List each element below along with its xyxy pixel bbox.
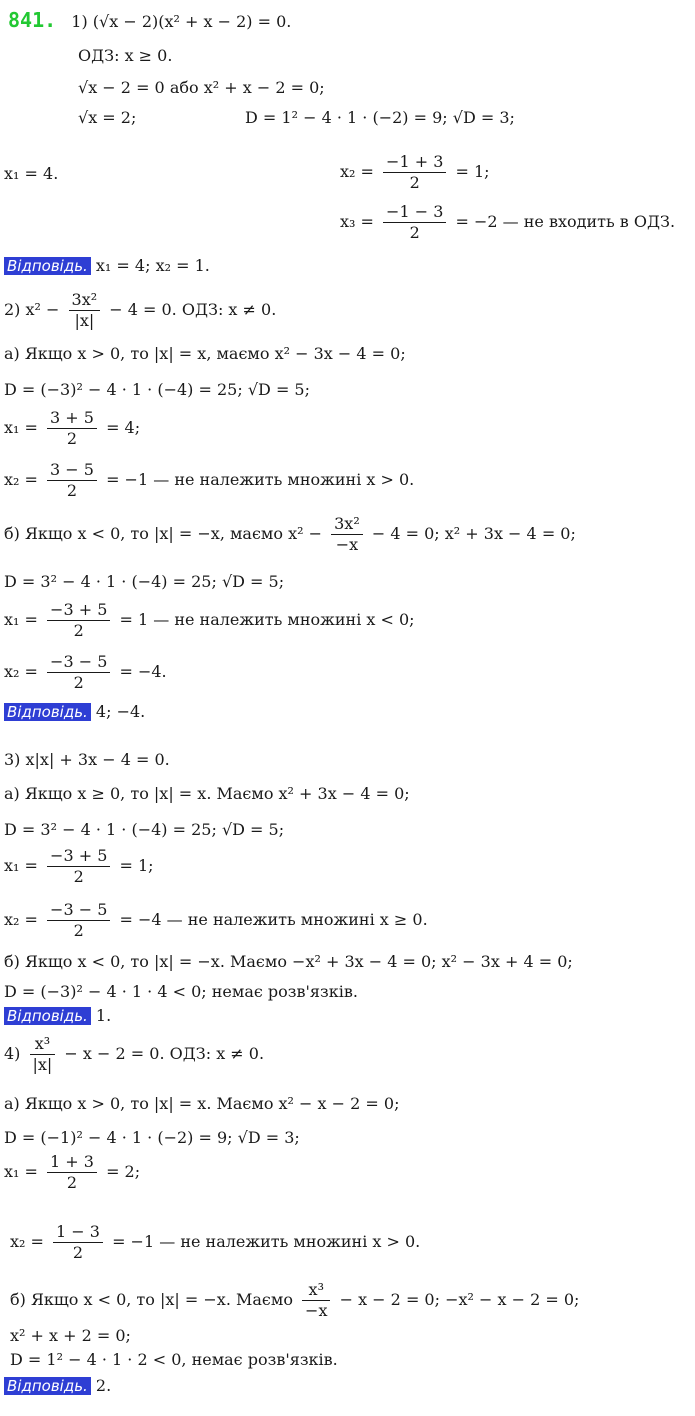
p2-a-x2-line xyxy=(4,460,414,501)
answer-badge: Відповідь. xyxy=(4,257,91,275)
p4-b-num: x³ xyxy=(302,1280,330,1301)
p2-eq-num: 3x² xyxy=(69,290,101,311)
p2-case-b-fraction xyxy=(331,514,363,555)
p3-a-x1-fraction xyxy=(47,846,110,887)
p2-a-x2-lhs: x₂ = xyxy=(4,470,38,489)
p2-b-x1-fraction xyxy=(47,600,110,641)
p3-b-discriminant: D = (−3)² − 4 · 1 · 4 < 0; немає розв'язків. xyxy=(4,982,358,1001)
p3-a-x1-rhs: = 1; xyxy=(119,856,154,875)
p4-a-x2-den: 2 xyxy=(72,1243,84,1262)
p3-a-x2-den: 2 xyxy=(73,921,84,940)
p3-a-x1-line xyxy=(4,846,154,887)
p1-discriminant: D = 1² − 4 · 1 · (−2) = 9; √D = 3; xyxy=(245,108,515,127)
p4-answer: 2. xyxy=(95,1376,112,1395)
p3-case-b: б) Якщо x < 0, то |x| = −x. Маємо −x² + 3x − 4 = 0; x² − 3x + 4 = 0; xyxy=(4,952,573,971)
p3-case-a: а) Якщо x ≥ 0, то |x| = x. Маємо x² + 3x − 4 = 0; xyxy=(4,784,410,803)
p4-case-a: а) Якщо x > 0, то |x| = x. Маємо x² − x − 2 = 0; xyxy=(4,1094,400,1113)
p3-equation: 3) x|x| + 3x − 4 = 0. xyxy=(4,750,170,769)
p3-answer-line xyxy=(4,1006,111,1026)
p2-b-x2-fraction xyxy=(47,652,110,693)
p2-a-x1-den: 2 xyxy=(66,429,78,448)
p2-b-x1-num: −3 + 5 xyxy=(47,600,110,621)
p1-x3-den: 2 xyxy=(409,223,420,242)
p1-x3-lhs: x₃ = xyxy=(340,212,374,231)
p2-b-x2-rhs: = −4. xyxy=(119,662,167,681)
p2-a-x2-fraction xyxy=(47,460,97,501)
p3-a-x2-fraction xyxy=(47,900,110,941)
p4-a-x2-num: 1 − 3 xyxy=(53,1222,103,1243)
p3-a-x2-lhs: x₂ = xyxy=(4,910,38,929)
p1-split: √x − 2 = 0 або x² + x − 2 = 0; xyxy=(78,78,325,97)
p2-b-x1-rhs: = 1 — не належить множині x < 0; xyxy=(119,610,415,629)
problem-number: 841. xyxy=(8,8,57,32)
p3-a-x2-num: −3 − 5 xyxy=(47,900,110,921)
p1-x2-lhs: x₂ = xyxy=(340,162,374,181)
answer-badge: Відповідь. xyxy=(4,1007,91,1025)
p1-x2-line xyxy=(340,152,490,193)
p2-answer-line xyxy=(4,702,145,722)
p3-a-x1-num: −3 + 5 xyxy=(47,846,110,867)
p2-b-num: 3x² xyxy=(331,514,363,535)
p4-a-discriminant: D = (−1)² − 4 · 1 · (−2) = 9; √D = 3; xyxy=(4,1128,300,1147)
p2-b-discriminant: D = 3² − 4 · 1 · (−4) = 25; √D = 5; xyxy=(4,572,285,591)
p2-a-x1-fraction xyxy=(47,408,97,449)
p1-odz: ОДЗ: x ≥ 0. xyxy=(78,46,173,65)
p4-case-b-fraction xyxy=(302,1280,330,1321)
p4-a-x2-lhs: x₂ = xyxy=(10,1232,44,1251)
p2-case-b-line xyxy=(4,514,576,555)
p2-eq-b: − 4 = 0. ОДЗ: x ≠ 0. xyxy=(109,300,277,319)
p2-b-x1-den: 2 xyxy=(73,621,84,640)
p2-a-x2-den: 2 xyxy=(66,481,78,500)
p2-a-x2-num: 3 − 5 xyxy=(47,460,97,481)
p4-eq-fraction xyxy=(30,1034,56,1075)
p1-x3-fraction xyxy=(383,202,446,243)
p4-a-x2-line xyxy=(10,1222,420,1263)
p3-a-x2-line xyxy=(4,900,428,941)
p4-a-x2-rhs: = −1 — не належить множині x > 0. xyxy=(112,1232,421,1251)
p2-answer: 4; −4. xyxy=(95,702,146,721)
p2-a-x1-rhs: = 4; xyxy=(106,418,141,437)
p4-a-x1-fraction xyxy=(47,1152,97,1193)
p2-case-b-b: − 4 = 0; x² + 3x − 4 = 0; xyxy=(371,524,576,543)
p2-eq-den: |x| xyxy=(74,311,95,330)
p4-answer-line xyxy=(4,1376,111,1396)
p1-x1: x₁ = 4. xyxy=(4,164,59,183)
p4-a-x1-rhs: = 2; xyxy=(106,1162,141,1181)
p2-a-x2-rhs: = −1 — не належить множині x > 0. xyxy=(106,470,415,489)
p4-b-den: −x xyxy=(305,1301,328,1320)
p2-a-x1-lhs: x₁ = xyxy=(4,418,38,437)
p4-eq-den: |x| xyxy=(32,1055,53,1074)
p2-b-x1-line xyxy=(4,600,415,641)
p4-b-discriminant: D = 1² − 4 · 1 · 2 < 0, немає розв'язків. xyxy=(10,1350,338,1369)
p3-a-x2-rhs: = −4 — не належить множині x ≥ 0. xyxy=(119,910,428,929)
p1-answer-line xyxy=(4,256,210,276)
p2-b-x2-lhs: x₂ = xyxy=(4,662,38,681)
p4-a-x1-num: 1 + 3 xyxy=(47,1152,97,1173)
answer-badge: Відповідь. xyxy=(4,1377,91,1395)
p2-a-x1-line xyxy=(4,408,140,449)
p4-a-x2-fraction xyxy=(53,1222,103,1263)
p1-x2-fraction xyxy=(383,152,446,193)
p3-a-discriminant: D = 3² − 4 · 1 · (−4) = 25; √D = 5; xyxy=(4,820,285,839)
p1-x3-num: −1 − 3 xyxy=(383,202,446,223)
p2-a-discriminant: D = (−3)² − 4 · 1 · (−4) = 25; √D = 5; xyxy=(4,380,310,399)
p4-equation-line xyxy=(4,1034,264,1075)
p3-answer: 1. xyxy=(95,1006,112,1025)
answer-badge: Відповідь. xyxy=(4,703,91,721)
p1-answer: x₁ = 4; x₂ = 1. xyxy=(95,256,210,275)
p4-case-b-b: − x − 2 = 0; −x² − x − 2 = 0; xyxy=(339,1290,580,1309)
p2-equation-line xyxy=(4,290,276,331)
p2-case-a: а) Якщо x > 0, то |x| = x, маємо x² − 3x − 4 = 0; xyxy=(4,344,406,363)
p4-eq-pre: 4) xyxy=(4,1044,21,1063)
p4-a-x1-den: 2 xyxy=(66,1173,78,1192)
p1-x2-rhs: = 1; xyxy=(455,162,490,181)
p2-b-x2-line xyxy=(4,652,167,693)
p4-a-x1-lhs: x₁ = xyxy=(4,1162,38,1181)
p2-eq-fraction xyxy=(69,290,101,331)
p1-solve: √x = 2; xyxy=(78,108,137,127)
p4-a-x1-line xyxy=(4,1152,140,1193)
p2-b-x2-num: −3 − 5 xyxy=(47,652,110,673)
p2-eq-a: 2) x² − xyxy=(4,300,60,319)
p2-b-x1-lhs: x₁ = xyxy=(4,610,38,629)
p4-eq-b: − x − 2 = 0. ОДЗ: x ≠ 0. xyxy=(64,1044,265,1063)
p1-x2-num: −1 + 3 xyxy=(383,152,446,173)
p2-a-x1-num: 3 + 5 xyxy=(47,408,97,429)
problem-1-line xyxy=(8,10,291,32)
p1-x3-rhs: = −2 — не входить в ОДЗ. xyxy=(455,212,676,231)
p4-case-b-a: б) Якщо x < 0, то |x| = −x. Маємо xyxy=(10,1290,293,1309)
p3-a-x1-lhs: x₁ = xyxy=(4,856,38,875)
p2-b-x2-den: 2 xyxy=(73,673,84,692)
p4-case-b-line xyxy=(10,1280,579,1321)
p2-b-den: −x xyxy=(335,535,359,554)
p1-x2-den: 2 xyxy=(409,173,420,192)
p1-equation: 1) (√x − 2)(x² + x − 2) = 0. xyxy=(71,12,292,31)
p2-case-b-a: б) Якщо x < 0, то |x| = −x, маємо x² − xyxy=(4,524,323,543)
p4-eq-num: x³ xyxy=(30,1034,56,1055)
p3-a-x1-den: 2 xyxy=(73,867,84,886)
p1-x3-line xyxy=(340,202,675,243)
p4-b-eq2: x² + x + 2 = 0; xyxy=(10,1326,131,1345)
